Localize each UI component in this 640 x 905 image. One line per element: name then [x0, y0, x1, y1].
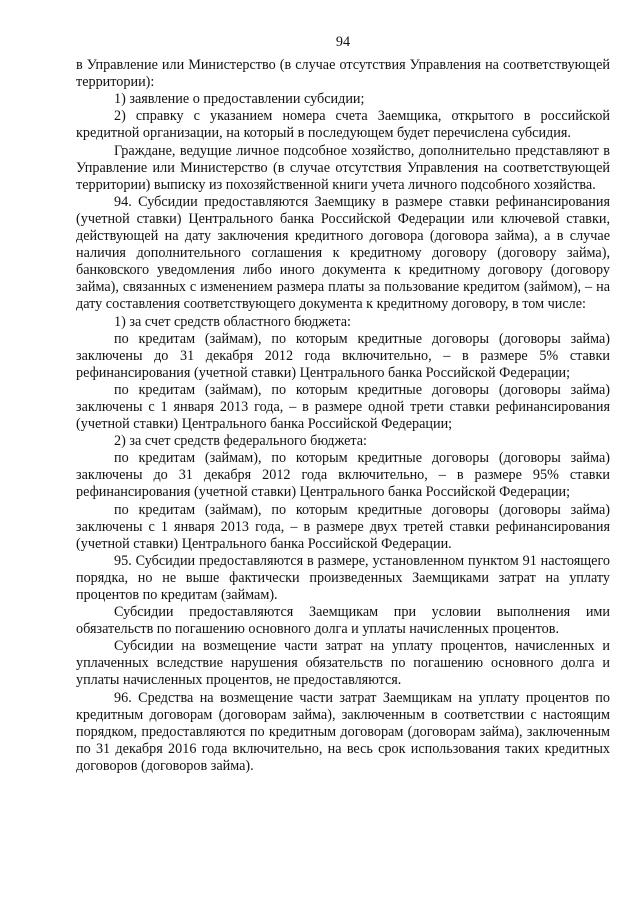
paragraph-continuation: в Управление или Министерство (в случае отсутствия Управления на соответствующей территории): — [76, 57, 610, 91]
paragraph-federal-from-2013: по кредитам (займам), по которым кредитные договоры (договоры займа) заключены с 1 января 2013 года, – в размере двух третей ставки рефинансирования (учетной ставки) Центрального банка Российской Федерации. — [76, 501, 610, 552]
list-item-account-certificate: 2) справку с указанием номера счета Заемщика, открытого в российской кредитной организации, на который в последующем будет перечислена субсидия. — [76, 108, 610, 142]
paragraph-household-extract: Граждане, ведущие личное подсобное хозяйство, дополнительно представляют в Управление или Министерство (в случае отсутствия Управления на соответствующей территории) выписку из похозяйственной книги учета личного подсобного хозяйства. — [76, 142, 610, 193]
clause-95: 95. Субсидии предоставляются в размере, установленном пунктом 91 настоящего порядка, но не выше фактически произведенных Заемщиками затрат на уплату процентов по кредитам (займам). — [76, 552, 610, 603]
page-number: 94 — [335, 34, 351, 50]
list-item-regional-budget: 1) за счет средств областного бюджета: — [114, 313, 351, 330]
paragraph-federal-before-2013: по кредитам (займам), по которым кредитные договоры (договоры займа) заключены до 31 декабря 2012 года включительно, – в размере 95% ставки рефинансирования (учетной ставки) Центрального банка Российской Федерации; — [76, 450, 610, 501]
clause-96: 96. Средства на возмещение части затрат Заемщикам на уплату процентов по кредитным договорам (договорам займа), заключенным в соответствии с настоящим порядком, предоставляются по кредитным договорам (договорам займа), заключенным по 31 декабря 2016 года включительно, на весь срок использования таких кредитных договоров (договоров займа). — [76, 689, 610, 774]
list-item-federal-budget: 2) за счет средств федерального бюджета: — [114, 433, 367, 450]
paragraph-subsidy-exclusion: Субсидии на возмещение части затрат на уплату процентов, начисленных и уплаченных вследствие нарушения обязательств по погашению основного долга и уплаты начисленных процентов, не предоставляются. — [76, 638, 610, 689]
paragraph-subsidy-conditions: Субсидии предоставляются Заемщикам при условии выполнения ими обязательств по погашению основного долга и уплаты начисленных процентов. — [76, 604, 610, 638]
document-page — [76, 34, 610, 775]
paragraph-regional-before-2013: по кредитам (займам), по которым кредитные договоры (договоры займа) заключены до 31 декабря 2012 года включительно, – в размере 5% ставки рефинансирования (учетной ставки) Центрального банка Российской Федерации; — [76, 330, 610, 381]
clause-94: 94. Субсидии предоставляются Заемщику в размере ставки рефинансирования (учетной ставки) Центрального банка Российской Федерации или ключевой ставки, действующей на дату заключения кредитного договора (договора займа), а в случае наличия дополнительного соглашения к кредитному договору (договору займа), банковского уведомления либо иного документа к кредитному договору (договору займа), связанных с изменением размера платы за пользование кредитом (займом), – на дату составления соответствующего документа к кредитному договору, в том числе: — [76, 193, 610, 313]
list-item-application: 1) заявление о предоставлении субсидии; — [114, 91, 365, 108]
paragraph-regional-from-2013: по кредитам (займам), по которым кредитные договоры (договоры займа) заключены с 1 января 2013 года, – в размере одной трети ставки рефинансирования (учетной ставки) Центрального банка Российской Федерации; — [76, 381, 610, 433]
